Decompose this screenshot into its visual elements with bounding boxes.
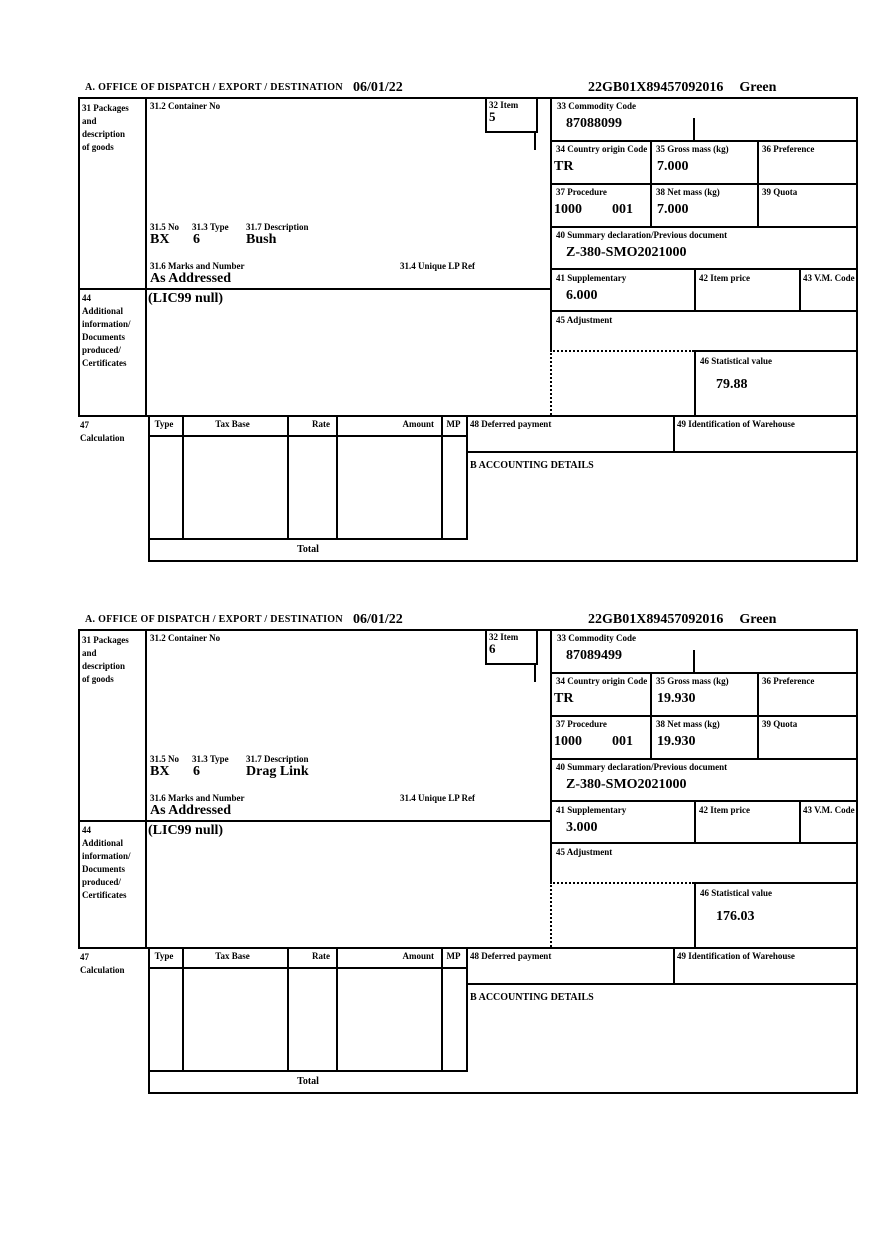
box44-top-border — [78, 288, 550, 290]
box31-2-label: 31.2 Container No — [150, 633, 221, 643]
package-type-value: 6 — [193, 764, 200, 779]
office-of-dispatch-title: A. OFFICE OF DISPATCH / EXPORT / DESTINATION — [85, 614, 343, 625]
accounting-left-border — [466, 453, 468, 540]
tax-table-border — [148, 415, 468, 540]
procedure-value: 1000 — [554, 734, 582, 749]
tax-header-type: Type — [154, 951, 174, 961]
right-column-divider-dotted — [550, 882, 552, 947]
row34-bottom-border — [550, 715, 858, 717]
tax-header-amount: Amount — [402, 419, 434, 429]
form-right-border — [856, 629, 858, 1094]
accounting-left-border — [466, 985, 468, 1072]
box31-label: 31 Packages and description of goods — [82, 103, 129, 152]
accounting-details-label: B ACCOUNTING DETAILS — [470, 460, 594, 471]
box43-label: 43 V.M. Code — [803, 273, 855, 283]
box31-2-label: 31.2 Container No — [150, 101, 221, 111]
item-number-value: 6 — [489, 641, 496, 656]
box36-label: 36 Preference — [762, 676, 815, 686]
box39-label: 39 Quota — [762, 187, 798, 197]
marks-value: As Addressed — [150, 271, 232, 286]
box35-label: 35 Gross mass (kg) — [656, 144, 729, 154]
col43-divider — [799, 800, 801, 842]
previous-document-value: Z-380-SMO2021000 — [566, 777, 687, 792]
goods-description-value: Drag Link — [246, 764, 309, 779]
marks-value: As Addressed — [150, 803, 232, 818]
box31-label: 31 Packages and description of goods — [82, 635, 129, 684]
box49-label: 49 Identification of Warehouse — [677, 419, 795, 429]
declaration-item-block-2 — [0, 612, 882, 1112]
form-right-border — [856, 97, 858, 562]
mrn-value: 22GB01X89457092016 — [588, 612, 724, 627]
supplementary-value: 6.000 — [566, 288, 598, 303]
tax-col1-divider — [182, 947, 184, 1072]
right-column-divider-solid — [550, 97, 552, 350]
box31-3-label: 31.3 Type — [192, 222, 229, 232]
box45-label: 45 Adjustment — [556, 847, 613, 857]
previous-document-value: Z-380-SMO2021000 — [566, 245, 687, 260]
gross-mass-value: 19.930 — [657, 691, 696, 706]
row37-bottom-border — [550, 226, 858, 228]
box49-label: 49 Identification of Warehouse — [677, 951, 795, 961]
box31-6-label: 31.6 Marks and Number — [150, 261, 245, 271]
row41-bottom-border — [550, 842, 858, 844]
box43-label: 43 V.M. Code — [803, 805, 855, 815]
form-top-border — [78, 629, 858, 631]
row37-bottom-border — [550, 758, 858, 760]
mrn-line — [588, 80, 776, 95]
statistical-value: 176.03 — [716, 909, 755, 924]
col43-divider — [799, 268, 801, 310]
item-number-value: 5 — [489, 109, 496, 124]
box45-bottom-dotted — [550, 882, 694, 884]
gross-mass-value: 7.000 — [657, 159, 689, 174]
tax-header-mp: MP — [446, 419, 461, 429]
net-mass-value: 19.930 — [657, 734, 696, 749]
tax-header-base: Tax Base — [215, 951, 250, 961]
box33-label: 33 Commodity Code — [557, 101, 636, 111]
tax-col2-divider — [287, 415, 289, 540]
additional-info-value: (LIC99 null) — [148, 291, 224, 306]
col42-divider — [694, 268, 696, 310]
dispatch-date: 06/01/22 — [353, 612, 403, 627]
box45-label: 45 Adjustment — [556, 315, 613, 325]
box44-label: 44 Additional information/ Documents produced/ Certificates — [82, 825, 131, 900]
box33-label: 33 Commodity Code — [557, 633, 636, 643]
net-mass-value: 7.000 — [657, 202, 689, 217]
row34-bottom-border — [550, 183, 858, 185]
box33-bottom-border — [550, 672, 858, 674]
box47-label: 47 Calculation — [80, 420, 125, 443]
form-left-border — [78, 629, 80, 947]
tax-col3-divider — [336, 415, 338, 540]
box32-label: 32 Item — [489, 100, 519, 110]
box34-label: 34 Country origin Code — [556, 676, 648, 686]
box42-label: 42 Item price — [699, 805, 750, 815]
tax-col4-divider — [441, 947, 443, 1072]
package-type-value: 6 — [193, 232, 200, 247]
office-of-dispatch-title: A. OFFICE OF DISPATCH / EXPORT / DESTINATION — [85, 82, 343, 93]
commodity-code-value: 87089499 — [566, 648, 622, 663]
tax-header-mp: MP — [446, 951, 461, 961]
package-no-value: BX — [150, 232, 170, 247]
tax-col4-divider — [441, 415, 443, 540]
box31-5-label: 31.5 No — [150, 222, 179, 232]
left-column-divider — [145, 97, 147, 415]
box42-label: 42 Item price — [699, 273, 750, 283]
box47-label: 47 Calculation — [80, 952, 125, 975]
box32-right-extension — [534, 133, 536, 150]
box31-4-label: 31.4 Unique LP Ref — [400, 261, 476, 271]
form-top-border — [78, 97, 858, 99]
form-left-border — [78, 97, 80, 415]
box40-label: 40 Summary declaration/Previous document — [556, 762, 728, 772]
tax-header-base: Tax Base — [215, 419, 250, 429]
left-column-divider — [145, 629, 147, 947]
box31-6-label: 31.6 Marks and Number — [150, 793, 245, 803]
right-column-divider-dotted — [550, 350, 552, 415]
tax-table-header-underline — [150, 435, 466, 437]
col42-divider — [694, 800, 696, 842]
accounting-details-label: B ACCOUNTING DETAILS — [470, 992, 594, 1003]
tax-table-header-underline — [150, 967, 466, 969]
box32-label: 32 Item — [489, 632, 519, 642]
commodity-code-value: 87088099 — [566, 116, 622, 131]
box45-bottom-dotted — [550, 350, 694, 352]
row41-bottom-border — [550, 310, 858, 312]
box33-subdivision-tick — [693, 118, 695, 140]
box48-label: 48 Deferred payment — [470, 419, 552, 429]
goods-description-value: Bush — [246, 232, 277, 247]
total-label: Total — [297, 1076, 319, 1087]
routing-status: Green — [739, 612, 777, 627]
right-column-divider-solid — [550, 629, 552, 882]
supplementary-value: 3.000 — [566, 820, 598, 835]
tax-header-type: Type — [154, 419, 174, 429]
package-no-value: BX — [150, 764, 170, 779]
box33-bottom-border — [550, 140, 858, 142]
box41-label: 41 Supplementary — [556, 805, 627, 815]
box46-label: 46 Statistical value — [700, 888, 772, 898]
country-origin-value: TR — [554, 691, 574, 706]
box44-top-border — [78, 820, 550, 822]
tax-header-rate: Rate — [312, 419, 330, 429]
box37-label: 37 Procedure — [556, 187, 607, 197]
box44-label: 44 Additional information/ Documents produced/ Certificates — [82, 293, 131, 368]
procedure-ext-value: 001 — [612, 202, 633, 217]
box48-label: 48 Deferred payment — [470, 951, 552, 961]
box38-label: 38 Net mass (kg) — [656, 187, 720, 197]
box40-label: 40 Summary declaration/Previous document — [556, 230, 728, 240]
box34-label: 34 Country origin Code — [556, 144, 648, 154]
box37-label: 37 Procedure — [556, 719, 607, 729]
box40-bottom-border — [550, 268, 858, 270]
routing-status: Green — [739, 80, 777, 95]
box46-label: 46 Statistical value — [700, 356, 772, 366]
box31-4-label: 31.4 Unique LP Ref — [400, 793, 476, 803]
box35-label: 35 Gross mass (kg) — [656, 676, 729, 686]
procedure-value: 1000 — [554, 202, 582, 217]
procedure-ext-value: 001 — [612, 734, 633, 749]
tax-header-rate: Rate — [312, 951, 330, 961]
tax-table-border — [148, 947, 468, 1072]
box31-5-label: 31.5 No — [150, 754, 179, 764]
box31-7-label: 31.7 Description — [246, 754, 309, 764]
mrn-value: 22GB01X89457092016 — [588, 80, 724, 95]
tax-col3-divider — [336, 947, 338, 1072]
box40-bottom-border — [550, 800, 858, 802]
box38-label: 38 Net mass (kg) — [656, 719, 720, 729]
tax-col1-divider — [182, 415, 184, 540]
box39-label: 39 Quota — [762, 719, 798, 729]
box33-subdivision-tick — [693, 650, 695, 672]
statistical-value: 79.88 — [716, 377, 748, 392]
box32-right-extension — [534, 665, 536, 682]
box31-3-label: 31.3 Type — [192, 754, 229, 764]
country-origin-value: TR — [554, 159, 574, 174]
mrn-line — [588, 612, 776, 627]
box36-label: 36 Preference — [762, 144, 815, 154]
dispatch-date: 06/01/22 — [353, 80, 403, 95]
tax-header-amount: Amount — [402, 951, 434, 961]
box41-label: 41 Supplementary — [556, 273, 627, 283]
additional-info-value: (LIC99 null) — [148, 823, 224, 838]
declaration-item-block-1 — [0, 80, 882, 580]
box31-7-label: 31.7 Description — [246, 222, 309, 232]
tax-col2-divider — [287, 947, 289, 1072]
total-label: Total — [297, 544, 319, 555]
